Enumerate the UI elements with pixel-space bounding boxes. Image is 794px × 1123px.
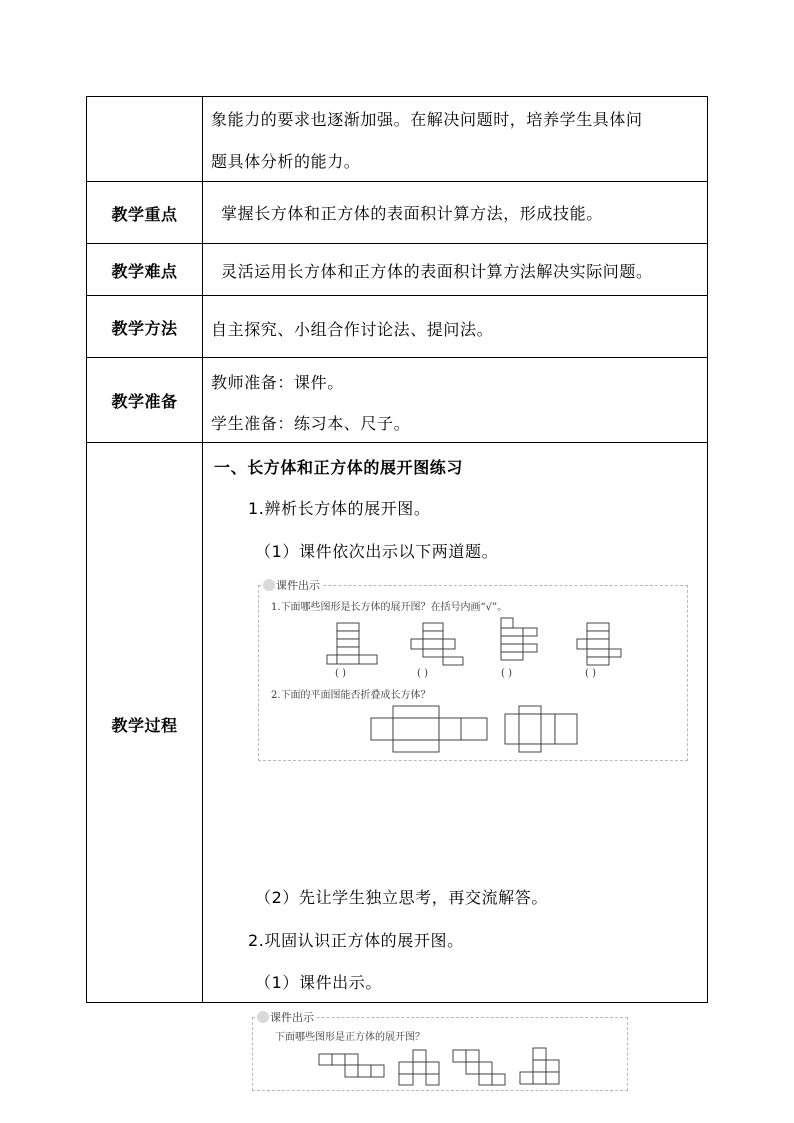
step-1-2: （2）先让学生独立思考，再交流解答。 (255, 888, 548, 907)
answer-blank: ( ) (335, 668, 346, 679)
row-content (211, 296, 701, 358)
cuboid-net-a (327, 619, 387, 669)
courseware-tag-label: 课件出示 (270, 1011, 314, 1024)
row-continuation (87, 97, 707, 181)
answer-blank: ( ) (585, 668, 596, 679)
text-line: 题具体分析的能力。 (211, 152, 361, 171)
row-label: 教学难点 (111, 261, 178, 281)
row-label: 教学过程 (111, 715, 178, 735)
bullet-icon (263, 579, 275, 591)
lesson-plan-table (86, 96, 708, 1043)
answer-blank: ( ) (417, 668, 428, 679)
cube-net-b (399, 1048, 449, 1090)
text-line: 教师准备：课件。 (211, 373, 344, 392)
question: 下面哪些图形是正方体的展开图？ (275, 1032, 425, 1043)
row-label: 教学准备 (111, 392, 178, 411)
row-label: 教学重点 (111, 204, 178, 224)
text-line: 自主探究、小组合作讨论法、提问法。 (211, 320, 494, 339)
step-2: 2.巩固认识正方体的展开图。 (248, 931, 464, 950)
cube-net-c (451, 1048, 517, 1090)
answer-blank: ( ) (501, 668, 512, 679)
cuboid-net-b (411, 619, 475, 669)
row-content (211, 244, 701, 296)
row-methods (87, 295, 707, 358)
cuboid-net-d (577, 619, 637, 669)
text-line: 掌握长方体和正方体的表面积计算方法，形成技能。 (221, 204, 603, 223)
row-label: 教学方法 (111, 318, 178, 338)
courseware-figure-1 (258, 579, 688, 761)
fold-net-1 (371, 704, 489, 754)
question-1: 1.下面哪些图形是长方体的展开图？在括号内画“√”。 (271, 602, 508, 613)
courseware-tag-label: 课件出示 (276, 579, 320, 592)
text-line: 学生准备：练习本、尺子。 (211, 414, 411, 433)
row-content (211, 358, 701, 443)
row-content (211, 97, 701, 181)
row-key-points (87, 181, 707, 244)
courseware-tag (263, 577, 323, 593)
cube-net-a (319, 1052, 391, 1084)
text-line: 象能力的要求也逐渐加强。在解决问题时，培养学生具体问 (211, 110, 643, 129)
row-content (211, 182, 701, 244)
question-2: 2.下面的平面图能否折叠成长方体？ (271, 690, 431, 701)
section-heading: 一、长方体和正方体的展开图练习 (214, 458, 464, 477)
row-preparation (87, 357, 707, 443)
row-label (87, 97, 202, 181)
bullet-icon (257, 1011, 269, 1023)
step-2-1: （1）课件出示。 (255, 973, 382, 992)
row-process (87, 442, 707, 1043)
step-1: 1.辨析长方体的展开图。 (248, 499, 431, 518)
row-difficulties (87, 243, 707, 296)
step-1-1: （1）课件依次出示以下两道题。 (255, 542, 499, 561)
cube-net-d (519, 1046, 569, 1092)
courseware-figure-2 (252, 1011, 628, 1091)
cuboid-net-c (497, 614, 557, 666)
fold-net-2 (503, 704, 579, 756)
text-line: 灵活运用长方体和正方体的表面积计算方法解决实际问题。 (221, 262, 653, 281)
courseware-tag (257, 1009, 317, 1025)
